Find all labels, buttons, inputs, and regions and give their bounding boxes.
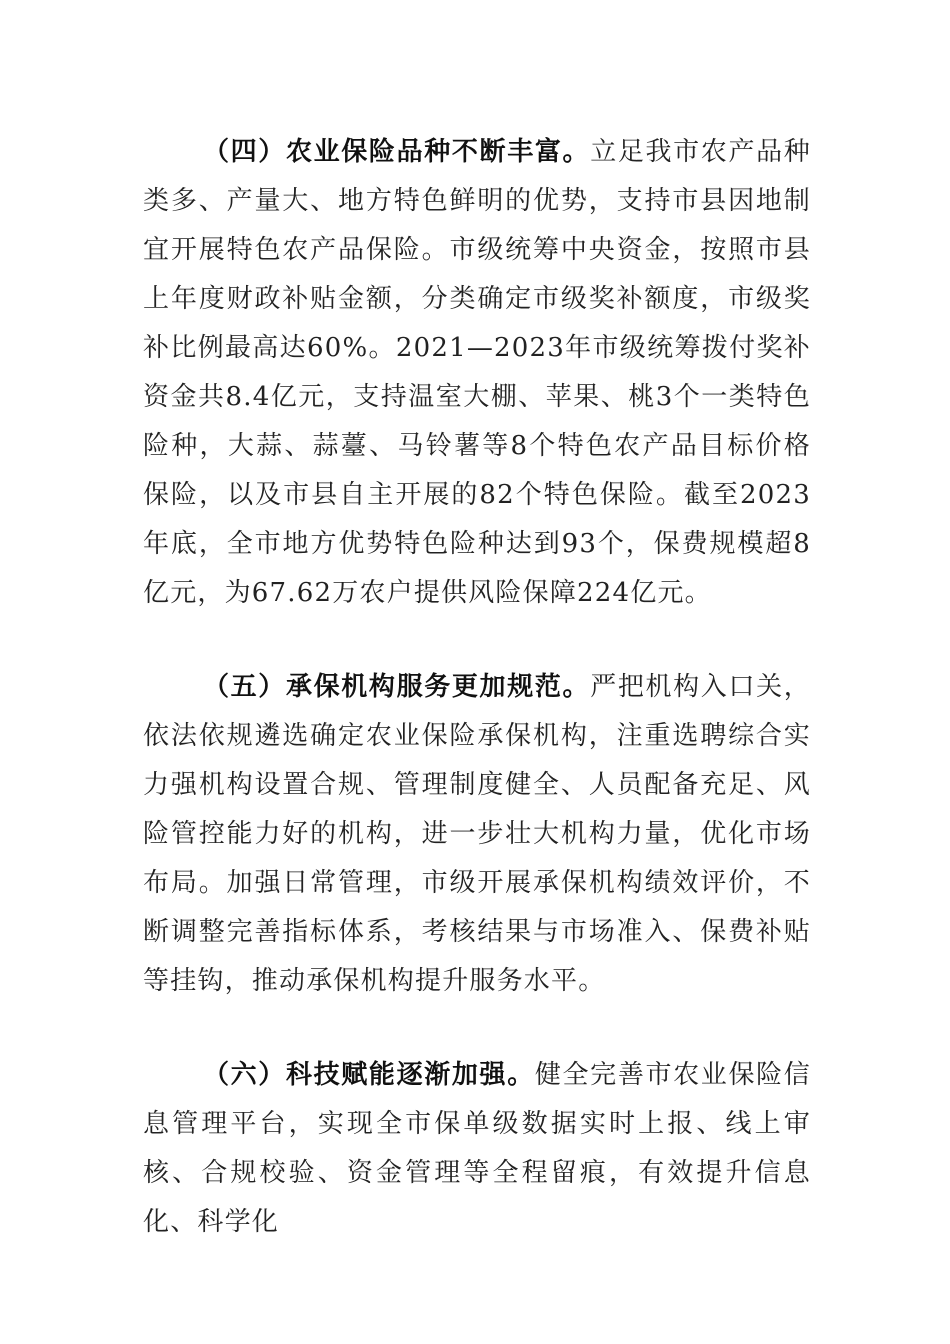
section-5-text: 严把机构入口关，依法依规遴选确定农业保险承保机构，注重选聘综合实力强机构设置合规、管理制度健全、人员配备充足、风险管控能力好的机构，进一步壮大机构力量，优化市场布局。加强日常管理，市级开展承保机构绩效评价，不断调整完善指标体系，考核结果与市场准入、保费补贴等挂钩，推动承保机构提升服务水平。 (143, 672, 811, 996)
section-5-paragraph (143, 663, 811, 1006)
section-4-text: 立足我市农产品种类多、产量大、地方特色鲜明的优势，支持市县因地制宜开展特色农产品保险。市级统筹中央资金，按照市县上年度财政补贴金额，分类确定市级奖补额度，市级奖补比例最高达60%。2021—2023年市级统筹拨付奖补资金共8.4亿元，支持温室大棚、苹果、桃3个一类特色险种，大蒜、蒜薹、马铃薯等8个特色农产品目标价格保险，以及市县自主开展的82个特色保险。截至2023年底，全市地方优势特色险种达到93个，保费规模超8亿元，为67.62万农户提供风险保障224亿元。 (143, 137, 811, 608)
section-6-paragraph (143, 1051, 811, 1247)
document-body (143, 128, 811, 1247)
section-5-heading: （五）承保机构服务更加规范。 (203, 672, 591, 702)
section-4-paragraph (143, 128, 811, 618)
section-6-heading: （六）科技赋能逐渐加强。 (203, 1060, 535, 1090)
section-6-text: 健全完善市农业保险信息管理平台，实现全市保单级数据实时上报、线上审核、合规校验、资金管理等全程留痕，有效提升信息化、科学化 (143, 1060, 811, 1237)
section-4-heading: （四）农业保险品种不断丰富。 (203, 137, 591, 167)
